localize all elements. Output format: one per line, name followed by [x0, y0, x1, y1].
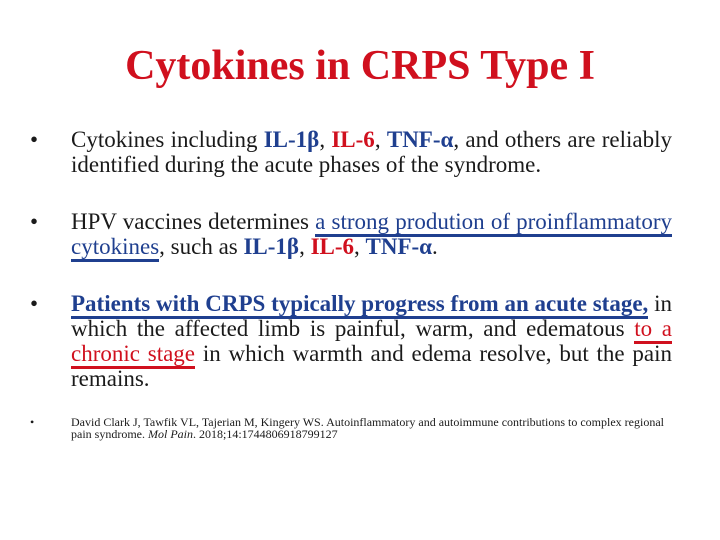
text-span: ,	[299, 234, 311, 259]
reference-text	[71, 416, 672, 440]
underlined-phrase: Patients with CRPS typically progress from an acute stage,	[71, 291, 648, 319]
underlined-phrase-red: to a chronic stage	[71, 316, 672, 369]
underlined-phrase: a strong prodution of proinflammatory cytokines	[71, 209, 672, 262]
text-span: in which the affected limb is painful, warm, and edematous	[71, 291, 672, 341]
cytokine-il6: IL-6	[331, 127, 375, 152]
bullet-text	[71, 291, 672, 391]
bullet-crps-progression	[30, 291, 672, 391]
cytokine-tnfa: TNF-α	[386, 127, 454, 152]
cytokine-il1b: IL-1β	[243, 234, 300, 259]
journal-name: Mol Pain	[148, 427, 193, 441]
bullet-dot: •	[30, 415, 35, 429]
bullet-text	[71, 127, 672, 177]
text-span: ,	[374, 127, 387, 152]
cytokine-tnfa: TNF-α	[365, 234, 433, 259]
text-span: ,	[319, 127, 332, 152]
bullet-text	[71, 209, 672, 259]
bullet-dot: •	[30, 291, 39, 316]
text-span: .	[432, 234, 438, 259]
slide-title: Cytokines in CRPS Type I	[125, 43, 595, 89]
text-span: Cytokines including	[71, 127, 264, 152]
bullet-cytokines-acute	[30, 127, 672, 177]
text-span: , such as	[159, 234, 244, 259]
text-span: David Clark J, Tawfik VL, Tajerian M, Kingery WS. Autoinflammatory and autoimmune contributions to complex regional pain syndrome.	[71, 415, 664, 441]
bullet-dot: •	[30, 209, 39, 234]
bullet-dot: •	[30, 127, 39, 152]
bullet-hpv-vaccines	[30, 209, 672, 259]
text-span: in which warmth and edema resolve, but the pain remains.	[71, 341, 672, 391]
text-span: . 2018;14:1744806918799127	[193, 427, 338, 441]
bullet-reference	[30, 416, 672, 440]
cytokine-il1b: IL-1β	[263, 127, 320, 152]
text-span: , and others are reliably identified during the acute phases of the syndrome.	[71, 127, 672, 177]
text-span: ,	[354, 234, 366, 259]
text-span: HPV vaccines determines	[71, 209, 316, 234]
cytokine-il6: IL-6	[310, 234, 355, 259]
